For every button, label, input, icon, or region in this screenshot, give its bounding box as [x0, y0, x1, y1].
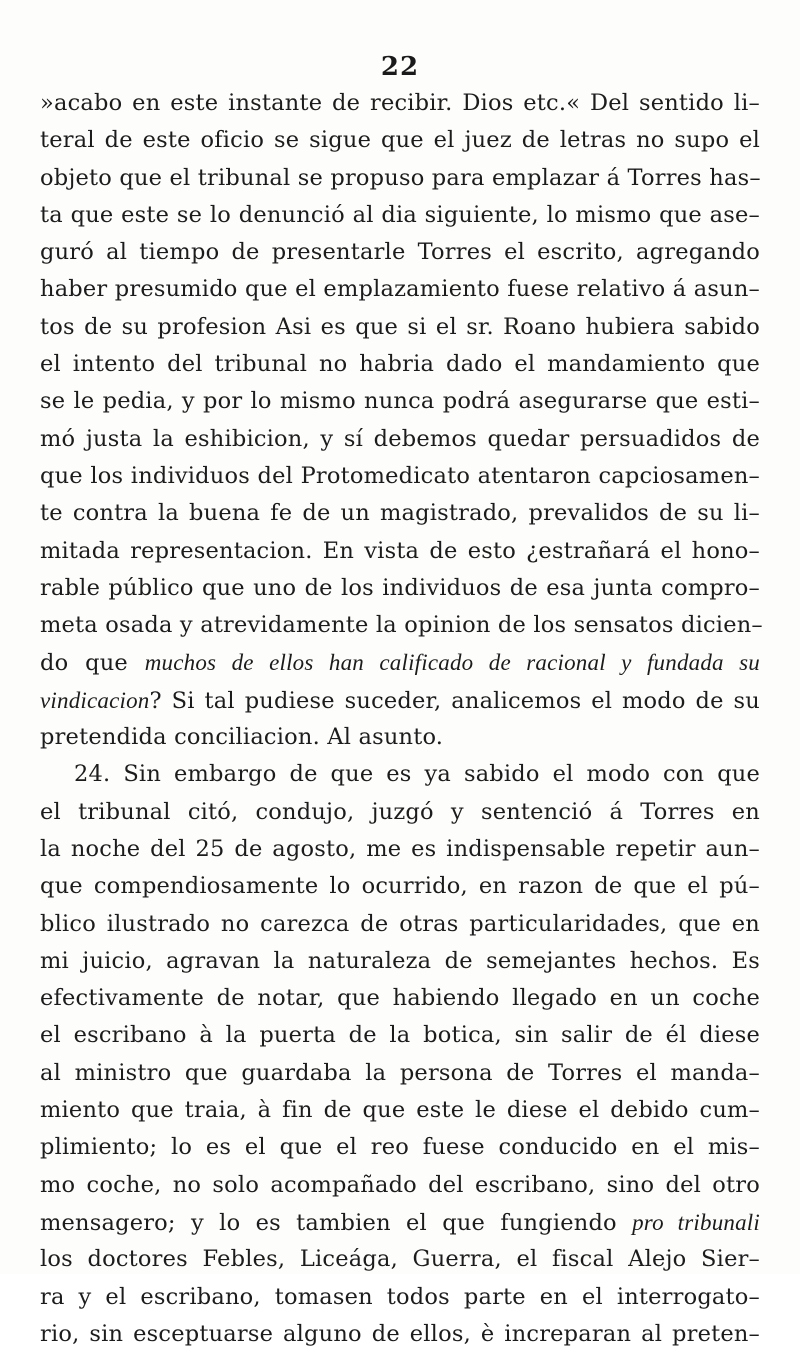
- text-line: [40, 1017, 760, 1054]
- text-span: ? Si tal pudiese suceder, analicemos el modo de su: [149, 687, 760, 714]
- text-line: [40, 234, 760, 271]
- text-span: tos de su profesion Asi es que si el sr. Roano hubiera sabido: [40, 313, 760, 340]
- text-span: el intento del tribunal no habria dado el mandamiento que: [40, 351, 760, 378]
- text-line: [40, 570, 760, 607]
- text-span: el escribano à la puerta de la botica, sin salir de él diese: [40, 1022, 760, 1049]
- text-line: [40, 1055, 760, 1092]
- text-span: al ministro que guardaba la persona de Torres el manda–: [40, 1059, 760, 1086]
- text-span: efectivamente de notar, que habiendo llegado en un coche: [40, 985, 760, 1012]
- text-span: la noche del 25 de agosto, me es indispensable repetir aun–: [40, 835, 760, 862]
- text-span: ra y el escribano, tomasen todos parte en el interrogato–: [40, 1283, 760, 1310]
- text-span: mensagero; y lo es tambien el que fungiendo: [40, 1209, 633, 1236]
- page-number: 22: [380, 52, 420, 82]
- text-span: mitada representacion. En vista de esto ¿estrañará el hono–: [40, 537, 760, 564]
- text-line: [40, 719, 760, 756]
- text-line: [40, 644, 760, 681]
- text-span: mó justa la eshibicion, y sí debemos quedar persuadidos de: [40, 425, 760, 452]
- italic-text: pro tribunali: [632, 1209, 760, 1235]
- text-line: [40, 831, 760, 868]
- text-span: que los individuos del Protomedicato atentaron capciosamen–: [40, 462, 760, 489]
- text-span: se le pedia, y por lo mismo nunca podrá asegurarse que esti–: [40, 388, 760, 415]
- text-span: blico ilustrado no carezca de otras particularidades, que en: [40, 910, 760, 937]
- text-line: [40, 1241, 760, 1278]
- text-span: rable público que uno de los individuos de esa junta compro–: [40, 574, 760, 601]
- text-span: do que: [40, 650, 145, 677]
- text-span: el tribunal citó, condujo, juzgó y sentenció á Torres en: [40, 798, 760, 825]
- text-line: [40, 271, 760, 308]
- text-line: [40, 122, 760, 159]
- text-line: [40, 1279, 760, 1316]
- text-span: pretendida conciliacion. Al asunto.: [40, 724, 444, 751]
- text-line: [40, 607, 763, 644]
- text-line: [40, 794, 760, 831]
- body-text: [40, 85, 763, 1353]
- text-line: [40, 197, 760, 234]
- text-line: [40, 1129, 760, 1166]
- text-line: [40, 85, 760, 122]
- text-span: que compendiosamente lo ocurrido, en razon de que el pú–: [40, 873, 760, 900]
- text-line: [40, 383, 760, 420]
- text-span: 24. Sin embargo de que es ya sabido el modo con que: [74, 761, 760, 788]
- text-line: [40, 756, 760, 793]
- text-line: [40, 309, 760, 346]
- text-span: los doctores Febles, Liceága, Guerra, el fiscal Alejo Sier–: [40, 1246, 760, 1273]
- text-line: [40, 943, 760, 980]
- text-line: [40, 1092, 760, 1129]
- text-line: [40, 160, 760, 197]
- italic-text: vindicacion: [40, 687, 150, 713]
- text-line: [40, 458, 760, 495]
- text-line: [40, 421, 760, 458]
- text-line: [40, 533, 760, 570]
- text-span: mi juicio, agravan la naturaleza de semejantes hechos. Es: [40, 947, 760, 974]
- text-line: [40, 1204, 760, 1241]
- text-line: [40, 1167, 760, 1204]
- text-line: [40, 1316, 760, 1353]
- text-span: haber presumido que el emplazamiento fuese relativo á asun–: [40, 276, 760, 303]
- text-line: [40, 906, 760, 943]
- text-span: te contra la buena fe de un magistrado, prevalidos de su li–: [40, 500, 760, 527]
- text-span: meta osada y atrevidamente la opinion de los sensatos dicien–: [40, 612, 763, 639]
- text-line: [40, 682, 760, 719]
- text-span: objeto que el tribunal se propuso para emplazar á Torres has–: [40, 164, 761, 191]
- text-span: miento que traia, à fin de que este le diese el debido cum–: [40, 1097, 760, 1124]
- text-span: plimiento; lo es el que el reo fuese conducido en el mis–: [40, 1134, 760, 1161]
- text-span: teral de este oficio se sigue que el juez de letras no supo el: [40, 127, 760, 154]
- text-line: [40, 346, 760, 383]
- text-line: [40, 495, 760, 532]
- text-span: mo coche, no solo acompañado del escribano, sino del otro: [40, 1171, 760, 1198]
- italic-text: muchos de ellos han calificado de racional y fundada su: [144, 650, 760, 676]
- text-line: [40, 868, 760, 905]
- text-span: »acabo en este instante de recibir. Dios etc.« Del sentido li–: [40, 90, 760, 116]
- text-span: ta que este se lo denunció al dia siguiente, lo mismo que ase–: [40, 201, 760, 228]
- text-span: guró al tiempo de presentarle Torres el escrito, agregando: [40, 239, 760, 266]
- text-line: [40, 980, 760, 1017]
- text-span: rio, sin esceptuarse alguno de ellos, è increparan al preten–: [40, 1320, 760, 1347]
